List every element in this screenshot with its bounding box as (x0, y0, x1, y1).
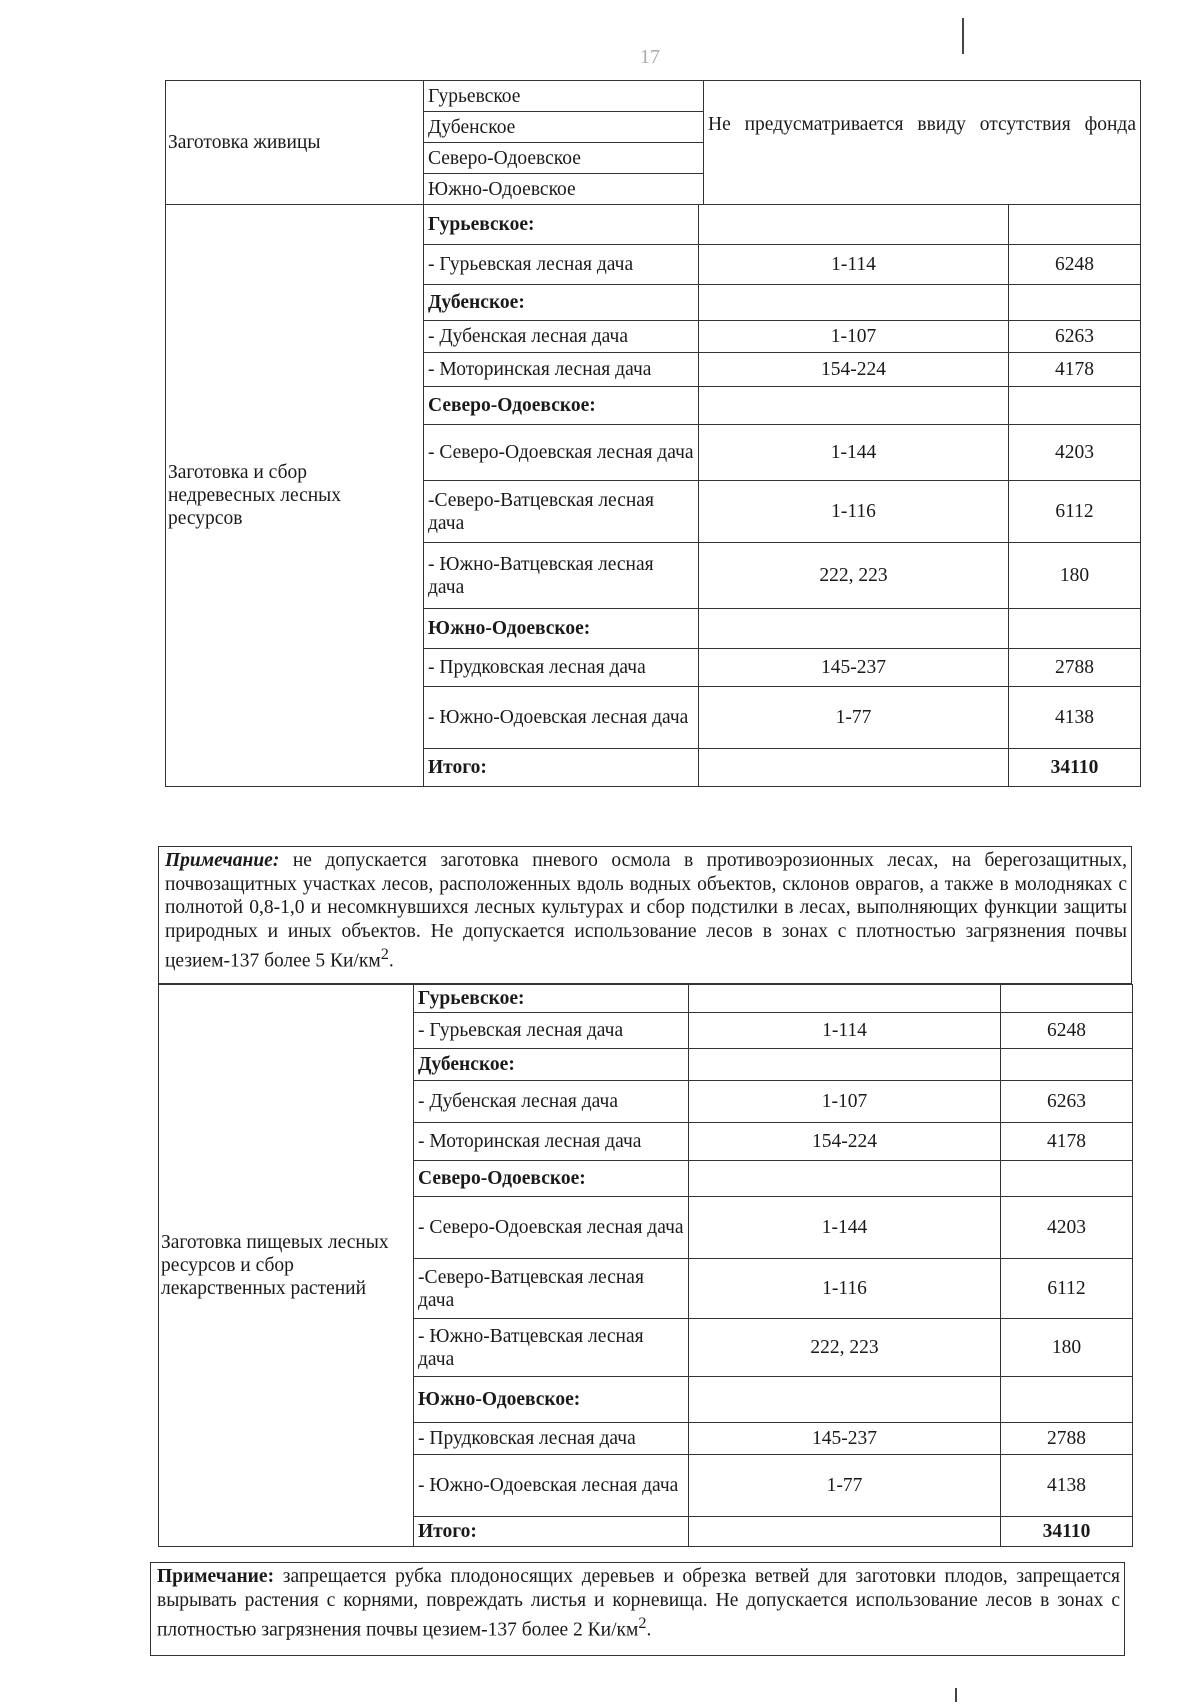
area-cell: 6263 (1009, 321, 1141, 353)
note-label: Примечание: (157, 1566, 275, 1587)
quarters-cell: 1-116 (689, 1259, 1001, 1319)
note-end: . (646, 1619, 652, 1641)
forest-dacha-name: - Прудковская лесная дача (424, 649, 699, 687)
forestry-cell: Северо-Одоевское (424, 143, 704, 174)
total-value: 34110 (1001, 1517, 1133, 1547)
quarters-cell: 1-77 (699, 687, 1009, 749)
note-end: . (388, 950, 394, 972)
area-cell: 180 (1009, 543, 1141, 609)
note-text: запрещается рубка плодоносящих деревьев и обрезка ветвей для заготовки плодов, запрещается вырывать растения с корнями, повреждать листья и корневища. Не допускается использование лесов в зонах с плотностью загрязнения почвы цезием-137 более 2 Ки/км (157, 1566, 1120, 1641)
food-table (158, 984, 1133, 1547)
activity-cell: Заготовка пищевых лесных ресурсов и сбор лекарственных растений (159, 985, 414, 1547)
area-cell: 6248 (1009, 245, 1141, 285)
quarters-cell: 154-224 (689, 1123, 1001, 1161)
note-sup: 2 (380, 945, 389, 963)
group-heading: Северо-Одоевское: (424, 387, 699, 425)
forest-dacha-name: - Дубенская лесная дача (414, 1081, 689, 1123)
forest-dacha-name: - Южно-Ватцевская лесная дача (414, 1319, 689, 1377)
area-cell: 4138 (1009, 687, 1141, 749)
activity-cell: Заготовка живицы (166, 81, 424, 205)
area-cell: 6112 (1001, 1259, 1133, 1319)
forest-dacha-name: - Прудковская лесная дача (414, 1423, 689, 1455)
quarters-cell: 145-237 (689, 1423, 1001, 1455)
resin-table (165, 80, 1141, 205)
area-cell: 4203 (1001, 1197, 1133, 1259)
group-heading: Гурьевское: (424, 205, 699, 245)
area-cell: 2788 (1009, 649, 1141, 687)
forest-dacha-name: - Гурьевская лесная дача (424, 245, 699, 285)
group-heading: Южно-Одоевское: (414, 1377, 689, 1423)
area-cell: 180 (1001, 1319, 1133, 1377)
area-cell: 4178 (1009, 353, 1141, 387)
quarters-cell: 1-107 (699, 321, 1009, 353)
note-sup: 2 (638, 1614, 647, 1632)
scan-mark-top (962, 18, 964, 54)
group-heading: Гурьевское: (414, 985, 689, 1013)
area-cell: 4203 (1009, 425, 1141, 481)
forest-dacha-name: - Южно-Одоевская лесная дача (414, 1455, 689, 1517)
note-text: не допускается заготовка пневого осмола в противоэрозионных лесах, на берегозащитных, почвозащитных участках лесов, расположенных вдоль водных объектов, склонов оврагов, а также в молодняках с полнотой 0,8-1,0 и несомкнувшихся лесных культурах и сбор подстилки в лесах, выполняющих функции защиты природных и иных объектов. Не допускается использование лесов в зонах с плотностью загрязнения почвы цезием-137 более 5 Ки/км (165, 850, 1127, 972)
forest-dacha-name: - Моторинская лесная дача (424, 353, 699, 387)
forestry-cell: Южно-Одоевское (424, 174, 704, 205)
quarters-cell: 222, 223 (689, 1319, 1001, 1377)
area-cell: 2788 (1001, 1423, 1133, 1455)
area-cell: 4178 (1001, 1123, 1133, 1161)
page-number: 17 (640, 46, 660, 68)
activity-cell: Заготовка и сбор недревесных лесных ресурсов (166, 205, 424, 787)
note-non-timber (158, 846, 1132, 984)
forest-dacha-name: - Моторинская лесная дача (414, 1123, 689, 1161)
forest-dacha-name: - Южно-Одоевская лесная дача (424, 687, 699, 749)
table-row (166, 205, 1141, 245)
total-value: 34110 (1009, 749, 1141, 787)
status-cell: Не предусматривается ввиду отсутствия фонда (704, 81, 1141, 205)
forest-dacha-name: - Гурьевская лесная дача (414, 1013, 689, 1049)
table-row (166, 81, 1141, 112)
forest-dacha-name: - Южно-Ватцевская лесная дача (424, 543, 699, 609)
non-timber-table (165, 204, 1141, 787)
group-heading: Дубенское: (424, 285, 699, 321)
area-cell: 4138 (1001, 1455, 1133, 1517)
note-food (150, 1562, 1125, 1656)
total-label: Итого: (414, 1517, 689, 1547)
quarters-cell: 1-116 (699, 481, 1009, 543)
area-cell: 6248 (1001, 1013, 1133, 1049)
quarters-cell: 1-77 (689, 1455, 1001, 1517)
quarters-cell: 1-144 (699, 425, 1009, 481)
quarters-cell: 154-224 (699, 353, 1009, 387)
forest-dacha-name: - Дубенская лесная дача (424, 321, 699, 353)
forestry-cell: Гурьевское (424, 81, 704, 112)
group-heading: Дубенское: (414, 1049, 689, 1081)
area-cell: 6263 (1001, 1081, 1133, 1123)
quarters-cell: 222, 223 (699, 543, 1009, 609)
group-heading: Южно-Одоевское: (424, 609, 699, 649)
table-row (159, 985, 1133, 1013)
forest-dacha-name: -Северо-Ватцевская лесная дача (414, 1259, 689, 1319)
forest-dacha-name: -Северо-Ватцевская лесная дача (424, 481, 699, 543)
quarters-cell: 1-114 (689, 1013, 1001, 1049)
note-label: Примечание: (165, 850, 280, 871)
forest-dacha-name: - Северо-Одоевская лесная дача (424, 425, 699, 481)
total-label: Итого: (424, 749, 699, 787)
group-heading: Северо-Одоевское: (414, 1161, 689, 1197)
area-cell: 6112 (1009, 481, 1141, 543)
quarters-cell: 1-114 (699, 245, 1009, 285)
scan-mark-bottom (955, 1688, 957, 1702)
quarters-cell: 1-144 (689, 1197, 1001, 1259)
forest-dacha-name: - Северо-Одоевская лесная дача (414, 1197, 689, 1259)
quarters-cell: 145-237 (699, 649, 1009, 687)
quarters-cell: 1-107 (689, 1081, 1001, 1123)
forestry-cell: Дубенское (424, 112, 704, 143)
